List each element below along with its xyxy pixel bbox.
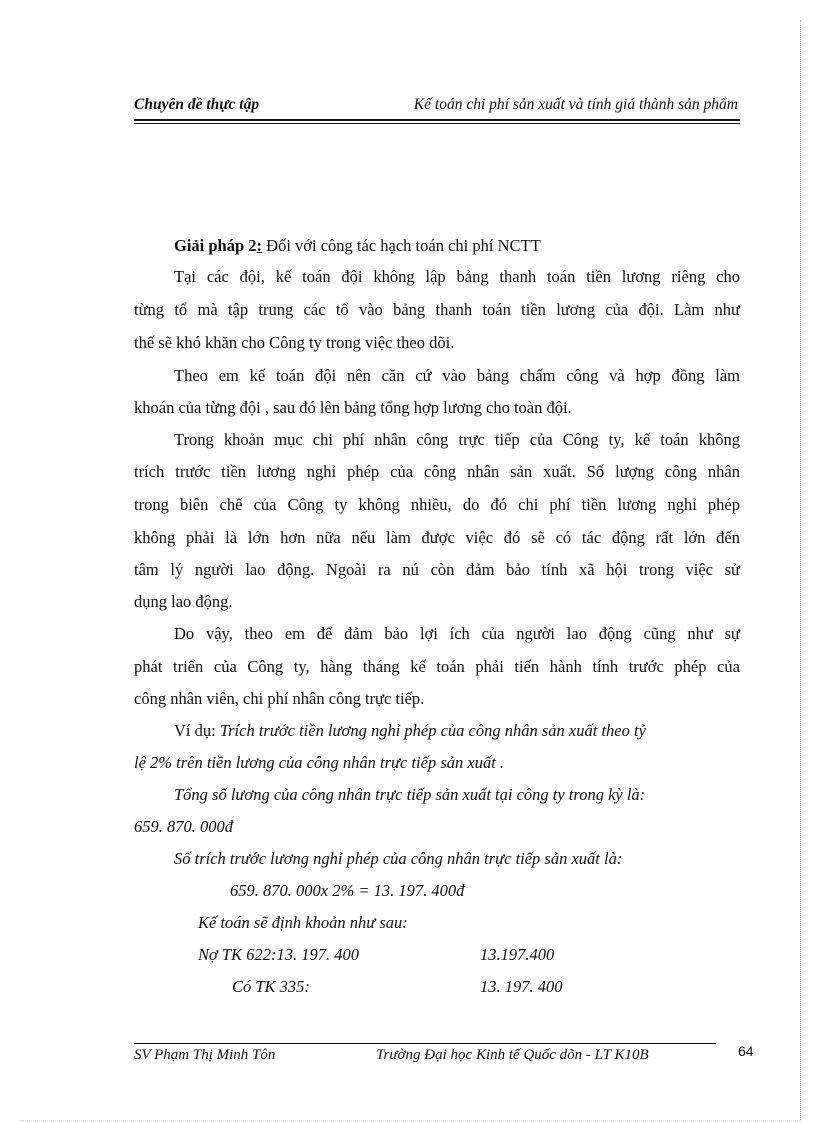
debit-account: Nợ TK 622:13. 197. 400: [198, 945, 359, 964]
paragraph-line: Theo em kế toán đội nên căn cứ vào bảng chấm công và hợp đồng làm: [174, 366, 740, 385]
header-report-type: Chuyên đề thực tập: [134, 96, 260, 113]
footer-rule: [134, 1043, 716, 1044]
credit-amount: 13. 197. 400: [480, 977, 563, 996]
debit-amount: 13.197.400: [480, 945, 555, 964]
paragraph-line: trong biên chế của Công ty không nhiều, do đó chi phí tiền lương nghỉ phép: [134, 495, 740, 514]
total-amount: 659. 870. 000đ: [134, 817, 233, 836]
total-line: Tổng số lương của công nhân trực tiếp sản xuất tại công ty trong kỳ là:: [174, 785, 646, 804]
paragraph-line: tâm lý người lao động. Ngoài ra nú còn đảm bảo tính xã hội trong việc sử: [134, 560, 740, 579]
footer-student-name: SV Phạm Thị Minh Tôn: [134, 1047, 276, 1063]
paragraph-line: từng tổ mà tập trung các tổ vào bảng thanh toán tiền lương của đội. Làm như: [134, 300, 740, 319]
header-rule-thick: [134, 119, 740, 121]
heading-label: Giải pháp 2: [174, 236, 257, 255]
header-report-title: Kế toán chi phí sản xuất và tính giá thành sản phẩm: [413, 96, 738, 113]
page-header: [134, 94, 740, 120]
paragraph-line: Do vậy, theo em để đảm bảo lợi ích của người lao động cũng như sự: [174, 624, 740, 643]
example-line-2: lệ 2% trên tiền lương của công nhân trực tiếp sản xuất .: [134, 753, 505, 772]
page-number: 64: [738, 1043, 754, 1059]
example-line: [174, 721, 646, 741]
paragraph-line: trích trước tiền lương nghỉ phép của công nhân sản xuất. Số lượng công nhân: [134, 462, 740, 481]
example-text: Trích trước tiền lương nghỉ phép của công nhân sản xuất theo tỷ: [215, 721, 646, 740]
paragraph-line: Trong khoản mục chi phí nhân công trực tiếp của Công ty, kế toán không: [174, 430, 740, 449]
credit-account: Có TK 335:: [232, 977, 310, 996]
paragraph-line: không phải là lớn hơn nữa nếu làm được việc đó sẽ có tác động rất lớn đến: [134, 528, 740, 547]
calc-intro: Số trích trước lương nghỉ phép của công nhân trực tiếp sản xuất là:: [174, 849, 623, 868]
paragraph-line: khoán của từng đội , sau đó lên bảng tổng hợp lương cho toàn đội.: [134, 398, 572, 417]
entry-intro: Kế toán sẽ định khoản như sau:: [198, 913, 408, 932]
paragraph-line: dụng lao động.: [134, 592, 233, 611]
page-frame-bottom: [20, 1120, 800, 1121]
page-frame-right: [800, 20, 801, 1122]
footer-school-name: Trường Đại học Kinh tế Quốc dõn - LT K10B: [376, 1047, 649, 1063]
header-rule-thin: [134, 123, 740, 124]
paragraph-line: công nhân viên, chi phí nhân công trực tiếp.: [134, 689, 425, 708]
paragraph-line: phát triển của Công ty, hàng tháng kế toán phải tiến hành tính trước phép của: [134, 657, 740, 676]
heading-colon: :: [256, 236, 263, 255]
section-heading: [174, 236, 541, 256]
heading-text: Đối với công tác hạch toán chi phí NCTT: [262, 236, 541, 255]
paragraph-line: thế sẽ khó khăn cho Công ty trong việc theo dõi.: [134, 333, 455, 352]
calc-formula: 659. 870. 000x 2% = 13. 197. 400đ: [230, 881, 465, 900]
paragraph-line: Tại các đội, kế toán đội không lập bảng thanh toán tiền lương riêng cho: [174, 267, 740, 286]
example-label: Ví dụ:: [174, 721, 216, 740]
